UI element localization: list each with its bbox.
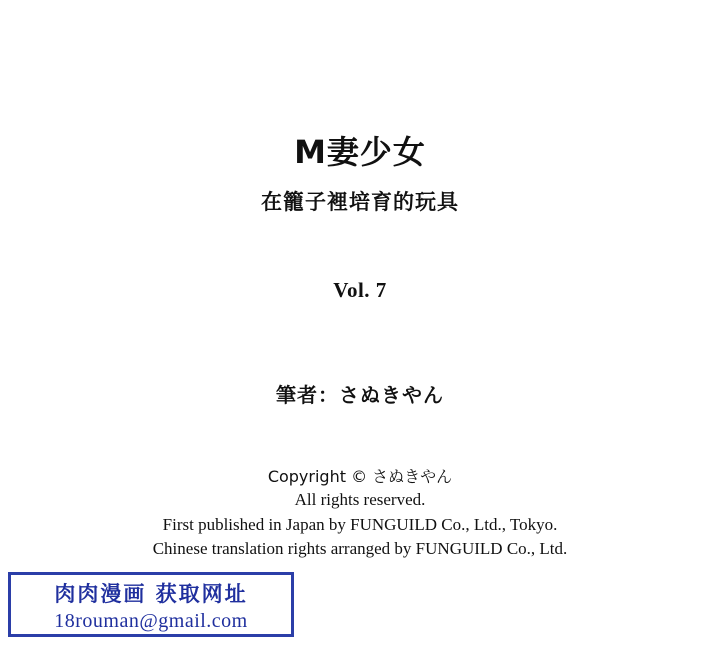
watermark-box [8, 572, 294, 637]
watermark-email: 18rouman@gmail.com [54, 610, 248, 632]
colophon-line-rights: All rights reserved. [294, 490, 426, 510]
colophon [0, 465, 720, 562]
colophon-line-copyright: Copyright © さぬきやん [267, 467, 453, 486]
volume-label: Vol. 7 [333, 278, 387, 302]
title-block [0, 132, 720, 216]
colophon-line-published: First published in Japan by FUNGUILD Co., Ltd., Tokyo. [162, 514, 558, 534]
author-label: 筆者：さぬきやん [276, 383, 444, 407]
watermark-site-name: 肉肉漫画 获取网址 [54, 582, 248, 606]
page-title: M妻少女 [294, 133, 426, 171]
colophon-line-translation: Chinese translation rights arranged by FUNGUILD Co., Ltd. [152, 539, 568, 559]
page-subtitle: 在籠子裡培育的玩具 [261, 190, 459, 214]
